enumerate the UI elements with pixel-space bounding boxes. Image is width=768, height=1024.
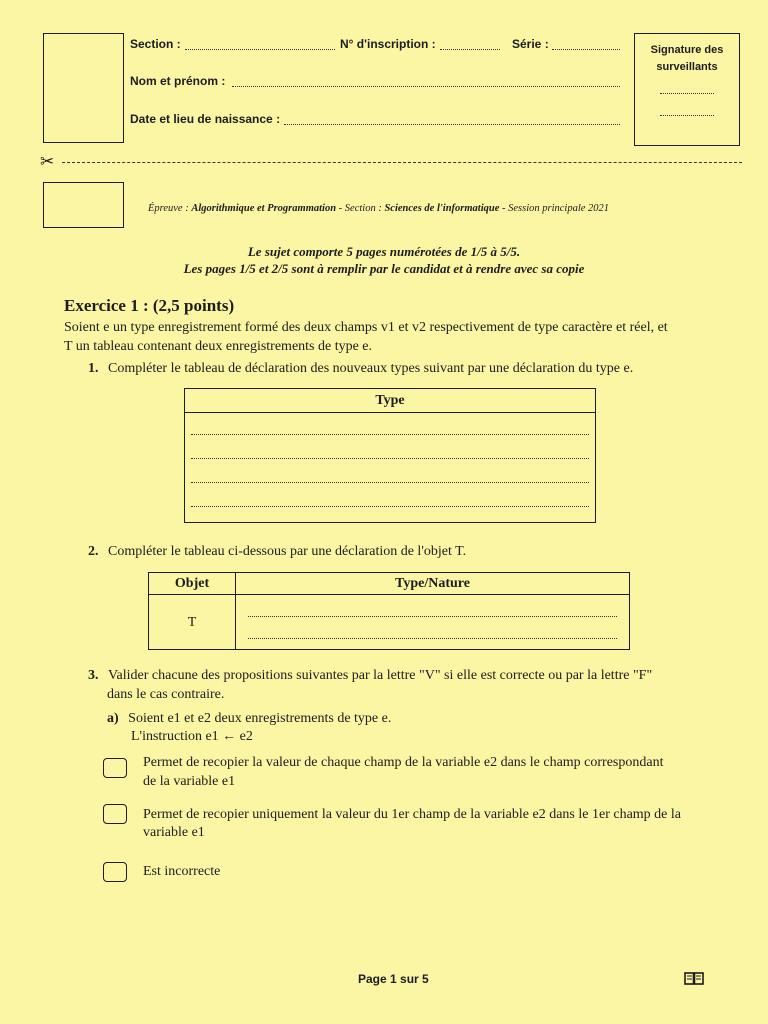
signature-line-2[interactable] xyxy=(660,114,714,116)
date-field[interactable] xyxy=(284,123,620,125)
nature-col-header: Type/Nature xyxy=(236,573,630,595)
question-a xyxy=(107,709,391,728)
date-label: Date et lieu de naissance : xyxy=(130,112,281,126)
section-label: Section : xyxy=(130,37,181,51)
notice-line-1: Le sujet comporte 5 pages numérotées de 1/5 à 5/5. xyxy=(247,244,521,259)
nature-cell xyxy=(236,595,630,650)
epreuve-session: - Session principale 2021 xyxy=(502,203,610,214)
object-cell: T xyxy=(149,595,236,650)
signature-title: Signature des surveillants xyxy=(650,44,724,73)
object-col-header: Objet xyxy=(149,573,236,595)
epreuve-subject: Algorithmique et Programmation xyxy=(191,203,337,214)
epreuve-section-prefix: - Section : xyxy=(338,203,382,214)
cut-line xyxy=(62,162,742,163)
option-3-checkbox[interactable] xyxy=(103,862,127,882)
question-1 xyxy=(88,359,633,378)
option-3-text: Est incorrecte xyxy=(143,864,221,879)
type-answer-line-2[interactable] xyxy=(191,457,589,459)
type-table xyxy=(184,388,596,523)
question-2-text: Compléter le tableau ci-dessous par une déclaration de l'objet T. xyxy=(108,544,467,559)
notice-line-2: Les pages 1/5 et 2/5 sont à remplir par le candidat et à rendre avec sa copie xyxy=(183,261,585,276)
photo-box xyxy=(43,33,124,143)
signature-box xyxy=(634,33,740,146)
exercise-title: Exercice 1 : (2,5 points) xyxy=(64,296,235,315)
object-table xyxy=(148,572,630,650)
nature-answer-line-2[interactable] xyxy=(248,637,617,639)
epreuve-section: Sciences de l'informatique xyxy=(384,203,500,214)
question-2 xyxy=(88,542,466,561)
open-book-icon xyxy=(684,972,704,986)
page-number: Page 1 sur 5 xyxy=(358,972,429,986)
option-2-line-1: Permet de recopier uniquement la valeur du 1er champ de la variable e2 dans le 1er champ de la xyxy=(143,807,681,822)
question-a-label: a) xyxy=(107,711,119,726)
question-3-line-2: dans le cas contraire. xyxy=(107,687,225,702)
exercise-intro-1: Soient e un type enregistrement formé des deux champs v1 et v2 respectivement de type caractère et réel, et xyxy=(64,320,668,335)
serie-label: Série : xyxy=(512,37,549,51)
type-table-body xyxy=(185,413,596,523)
type-answer-line-4[interactable] xyxy=(191,505,589,507)
nom-label: Nom et prénom : xyxy=(130,74,226,88)
exercise-intro-2: T un tableau contenant deux enregistrements de type e. xyxy=(64,339,373,354)
question-3-number: 3. xyxy=(88,668,99,683)
epreuve-prefix: Épreuve : xyxy=(148,203,189,214)
inscription-label: N° d'inscription : xyxy=(340,37,436,51)
section-field[interactable] xyxy=(185,48,335,50)
question-a-line-2: L'instruction e1 ← e2 xyxy=(131,729,253,744)
signature-line-1[interactable] xyxy=(660,92,714,94)
option-1-line-2: de la variable e1 xyxy=(143,774,236,789)
serie-field[interactable] xyxy=(552,48,620,50)
question-1-number: 1. xyxy=(88,361,99,376)
type-answer-line-1[interactable] xyxy=(191,433,589,435)
option-2-checkbox[interactable] xyxy=(103,804,127,824)
scissors-icon: ✂ xyxy=(40,152,55,172)
question-3-line-1: Valider chacune des propositions suivantes par la lettre "V" si elle est correcte ou par la lettre "F" xyxy=(108,668,653,683)
option-1-line-1: Permet de recopier la valeur de chaque champ de la variable e2 dans le champ correspondant xyxy=(143,755,664,770)
question-1-text: Compléter le tableau de déclaration des nouveaux types suivant par une déclaration du type e. xyxy=(108,361,634,376)
option-2-line-2: variable e1 xyxy=(143,825,205,840)
option-1-checkbox[interactable] xyxy=(103,758,127,778)
epreuve-line xyxy=(148,203,609,214)
type-answer-line-3[interactable] xyxy=(191,481,589,483)
inscription-field[interactable] xyxy=(440,48,500,50)
question-2-number: 2. xyxy=(88,544,99,559)
type-table-header: Type xyxy=(185,389,596,413)
question-a-line-1: Soient e1 et e2 deux enregistrements de type e. xyxy=(128,711,392,726)
nom-field[interactable] xyxy=(232,85,620,87)
nature-answer-line-1[interactable] xyxy=(248,615,617,617)
grade-box xyxy=(43,182,124,228)
question-3 xyxy=(88,666,652,685)
